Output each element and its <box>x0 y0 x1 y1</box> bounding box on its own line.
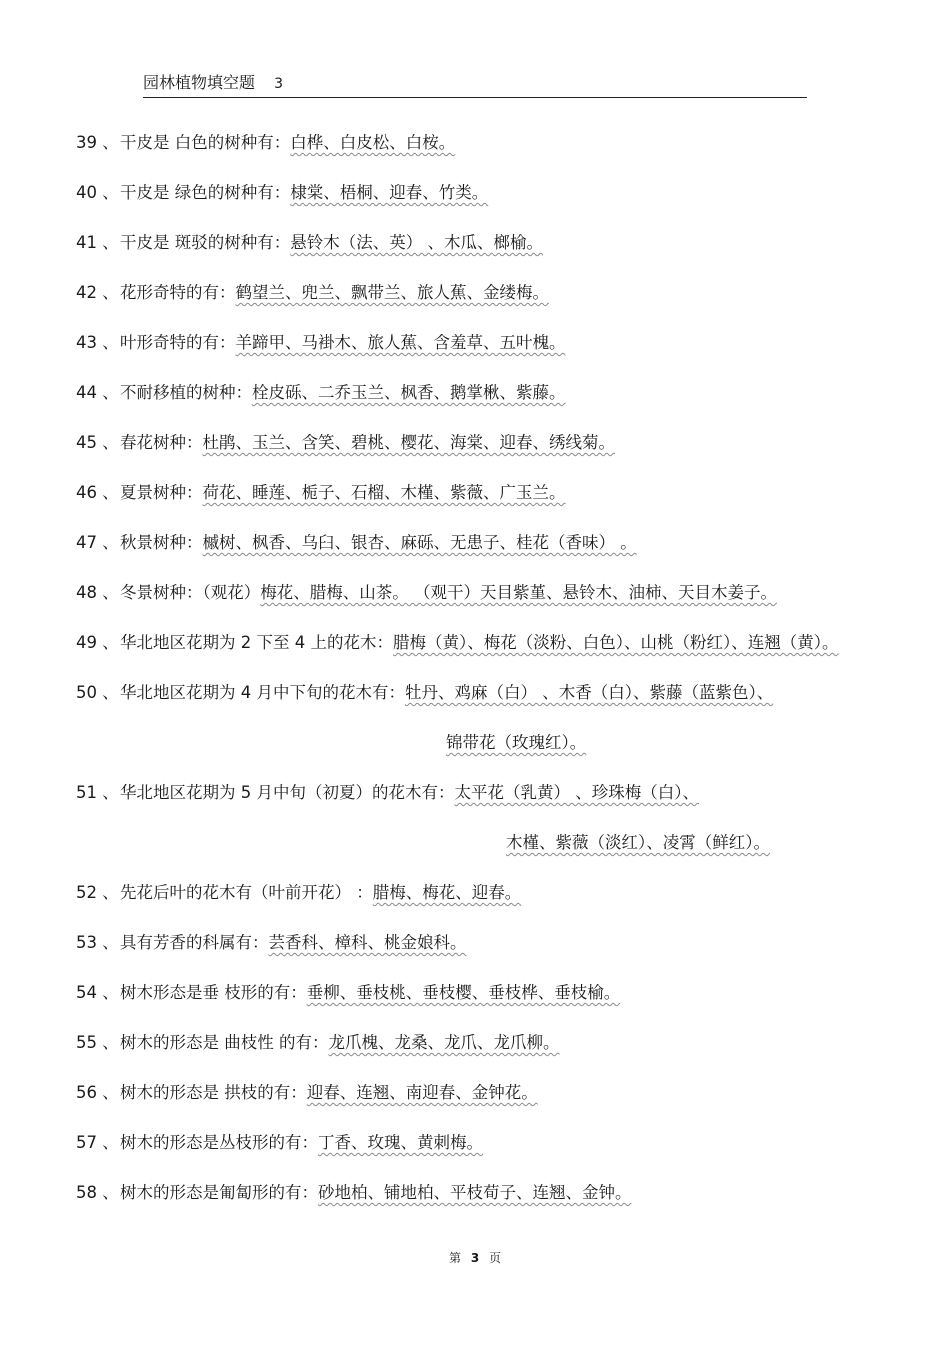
item-answer: 腊梅、梅花、迎春。 <box>372 883 522 902</box>
list-item <box>76 178 936 228</box>
item-answer: 荷花、睡莲、栀子、石榴、木槿、紫薇、广玉兰。 <box>202 483 566 502</box>
list-item <box>76 478 936 528</box>
list-item <box>76 678 936 728</box>
item-answer: 棣棠、梧桐、迎春、竹类。 <box>290 183 489 202</box>
list-item <box>76 778 936 828</box>
list-item <box>76 378 936 428</box>
item-answer: 垂柳、垂枝桃、垂枝樱、垂枝桦、垂枝榆。 <box>306 983 621 1002</box>
item-question: 秋景树种： <box>120 533 203 552</box>
item-question: 先花后叶的花木有（叶前开花） ： <box>120 883 373 902</box>
item-answer: 丁香、玫瑰、黄刺梅。 <box>318 1133 483 1152</box>
item-answer: 白桦、白皮松、白桉。 <box>290 133 456 152</box>
item-number: 46 、 <box>76 483 119 502</box>
item-answer: 太平花（乳黄） 、珍珠梅（白）、 <box>454 783 699 802</box>
item-number: 47 、 <box>76 533 119 552</box>
list-item <box>76 228 936 278</box>
item-question: 夏景树种： <box>120 483 203 502</box>
list-item <box>76 628 936 678</box>
item-question: 具有芳香的科属有： <box>120 933 269 952</box>
page-footer <box>0 1249 950 1266</box>
item-answer-continuation: 锦带花（玫瑰红）。 <box>446 733 587 752</box>
list-item <box>76 928 936 978</box>
footer-suffix: 页 <box>489 1251 502 1265</box>
item-number: 41 、 <box>76 233 119 252</box>
item-number: 48 、 <box>76 583 119 602</box>
item-number: 56 、 <box>76 1083 119 1102</box>
item-number: 51 、 <box>76 783 119 802</box>
item-number: 45 、 <box>76 433 119 452</box>
item-number: 44 、 <box>76 383 119 402</box>
item-number: 57 、 <box>76 1133 119 1152</box>
item-question: 华北地区花期为 4 月中下旬的花木有： <box>120 683 405 702</box>
item-question: 不耐移植的树种： <box>120 383 252 402</box>
item-question: 干皮是 斑驳的树种有： <box>120 233 291 252</box>
item-question: 树木形态是垂 枝形的有： <box>120 983 307 1002</box>
item-question: 树木的形态是 拱枝的有： <box>120 1083 307 1102</box>
item-answer: 腊梅（黄）、梅花（淡粉、白色）、山桃（粉红）、连翘（黄）。 <box>392 633 839 652</box>
item-question: 干皮是 绿色的树种有： <box>120 183 291 202</box>
item-number: 52 、 <box>76 883 119 902</box>
list-item <box>76 428 936 478</box>
item-number: 53 、 <box>76 933 119 952</box>
item-answer: 栓皮砾、二乔玉兰、枫香、鹅掌楸、紫藤。 <box>252 383 566 402</box>
page-header <box>143 70 807 98</box>
header-title: 园林植物填空题 <box>143 73 256 92</box>
list-item-continuation <box>76 728 936 778</box>
item-answer: 迎春、连翘、南迎春、金钟花。 <box>306 1083 538 1102</box>
item-number: 55 、 <box>76 1033 119 1052</box>
item-answer: 梅花、腊梅、山茶。 （观干）天目紫堇、悬铃木、油柿、天目木姜子。 <box>260 583 777 602</box>
list-item <box>76 1028 936 1078</box>
list-item <box>76 1078 936 1128</box>
item-question: 干皮是 白色的树种有： <box>120 133 291 152</box>
item-answer: 牡丹、鸡麻（白） 、木香（白）、紫藤（蓝紫色）、 <box>405 683 774 702</box>
item-number: 58 、 <box>76 1183 119 1202</box>
list-item <box>76 878 936 928</box>
item-answer: 鹤望兰、兜兰、飘带兰、旅人蕉、金缕梅。 <box>235 283 549 302</box>
list-item <box>76 328 936 378</box>
item-question: 叶形奇特的有： <box>120 333 236 352</box>
item-answer: 悬铃木（法、英） 、木瓜、榔榆。 <box>290 233 543 252</box>
item-answer: 龙爪槐、龙桑、龙爪、龙爪柳。 <box>328 1033 560 1052</box>
item-answer-continuation: 木槿、紫薇（淡红）、凌霄（鲜红）。 <box>506 833 770 852</box>
item-question: 花形奇特的有： <box>120 283 236 302</box>
list-item <box>76 1128 936 1178</box>
item-answer: 槭树、枫香、乌臼、银杏、麻砾、无患子、桂花（香味） 。 <box>202 533 637 552</box>
item-question: 树木的形态是匍匐形的有： <box>120 1183 318 1202</box>
item-number: 50 、 <box>76 683 119 702</box>
list-item <box>76 1178 936 1228</box>
item-number: 40 、 <box>76 183 119 202</box>
item-question: 春花树种： <box>120 433 203 452</box>
item-question: 树木的形态是丛枝形的有： <box>120 1133 318 1152</box>
item-number: 54 、 <box>76 983 119 1002</box>
item-question: 华北地区花期为 5 月中旬（初夏）的花木有： <box>120 783 455 802</box>
item-number: 39 、 <box>76 133 119 152</box>
item-answer: 杜鹃、玉兰、含笑、碧桃、樱花、海棠、迎春、绣线菊。 <box>202 433 615 452</box>
item-question: 树木的形态是 曲枝性 的有： <box>120 1033 329 1052</box>
item-question: 华北地区花期为 2 下至 4 上的花木： <box>120 633 393 652</box>
item-answer: 砂地柏、铺地柏、平枝荀子、连翘、金钟。 <box>318 1183 632 1202</box>
item-number: 43 、 <box>76 333 119 352</box>
footer-prefix: 第 <box>448 1251 461 1265</box>
item-question: 冬景树种：（观花） <box>120 583 261 602</box>
footer-page-number: 3 <box>470 1251 480 1265</box>
item-answer: 羊蹄甲、马褂木、旅人蕉、含羞草、五叶槐。 <box>235 333 566 352</box>
list-item <box>76 278 936 328</box>
header-page-number: 3 <box>274 76 284 92</box>
item-number: 42 、 <box>76 283 119 302</box>
list-item <box>76 528 936 578</box>
list-item <box>76 128 936 178</box>
question-list <box>76 128 936 1228</box>
item-answer: 芸香科、樟科、桃金娘科。 <box>268 933 467 952</box>
list-item <box>76 978 936 1028</box>
list-item <box>76 578 936 628</box>
item-number: 49 、 <box>76 633 119 652</box>
list-item-continuation <box>76 828 936 878</box>
